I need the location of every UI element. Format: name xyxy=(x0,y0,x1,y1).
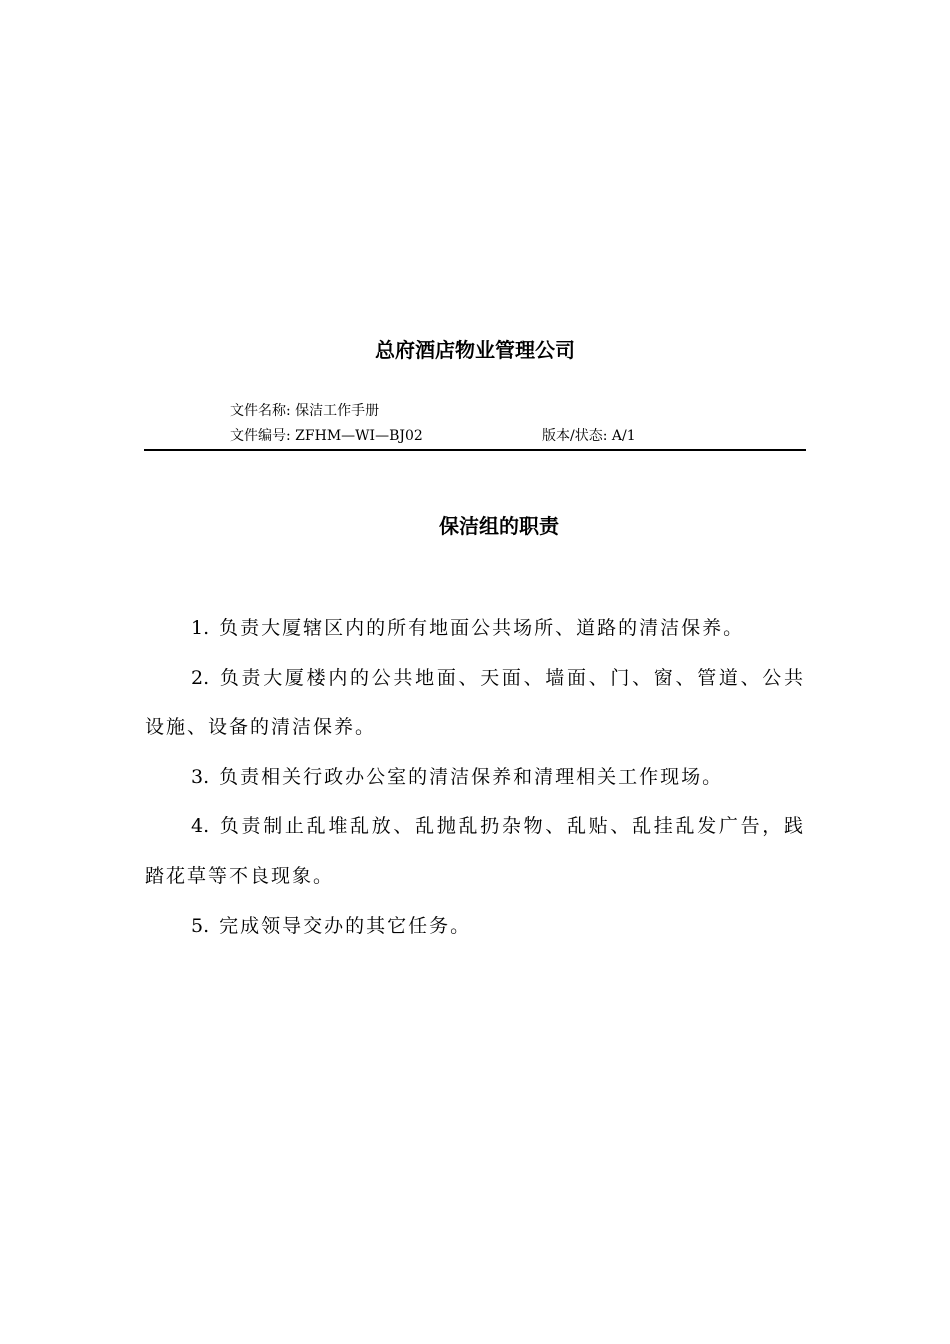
version-status xyxy=(542,426,636,446)
file-name-label: 文件名称: xyxy=(230,403,291,419)
file-number-row xyxy=(230,426,790,446)
section-title: 保洁组的职责 xyxy=(439,514,559,538)
version-value: A/1 xyxy=(611,428,636,444)
header-divider xyxy=(144,449,806,451)
duty-item xyxy=(145,604,805,654)
duty-item xyxy=(145,802,805,901)
file-number-value: ZFHM—WI—BJ02 xyxy=(295,428,423,444)
file-number-label: 文件编号: xyxy=(230,428,291,444)
duty-number: 4. xyxy=(191,815,210,838)
duty-text: 完成领导交办的其它任务。 xyxy=(219,914,472,937)
duty-item xyxy=(145,753,805,803)
duty-number: 3. xyxy=(191,765,210,788)
duty-item xyxy=(145,654,805,753)
duties-list xyxy=(145,604,805,951)
duty-text: 负责大厦辖区内的所有地面公共场所、道路的清洁保养。 xyxy=(219,617,745,639)
duty-text: 负责大厦楼内的公共地面、天面、墙面、门、窗、管道、公共设施、设备的清洁保养。 xyxy=(145,666,805,739)
duty-number: 2. xyxy=(191,666,210,689)
file-name-value: 保洁工作手册 xyxy=(295,403,380,419)
duty-item xyxy=(145,902,805,952)
duty-text: 负责制止乱堆乱放、乱抛乱扔杂物、乱贴、乱挂乱发广告，践踏花草等不良现象。 xyxy=(145,815,805,887)
version-label: 版本/状态: xyxy=(542,428,608,444)
file-name-row xyxy=(230,401,379,421)
duty-text: 负责相关行政办公室的清洁保养和清理相关工作现场。 xyxy=(219,765,724,788)
duty-number: 1. xyxy=(191,617,210,639)
company-title: 总府酒店物业管理公司 xyxy=(375,338,575,362)
duty-number: 5. xyxy=(191,914,210,937)
